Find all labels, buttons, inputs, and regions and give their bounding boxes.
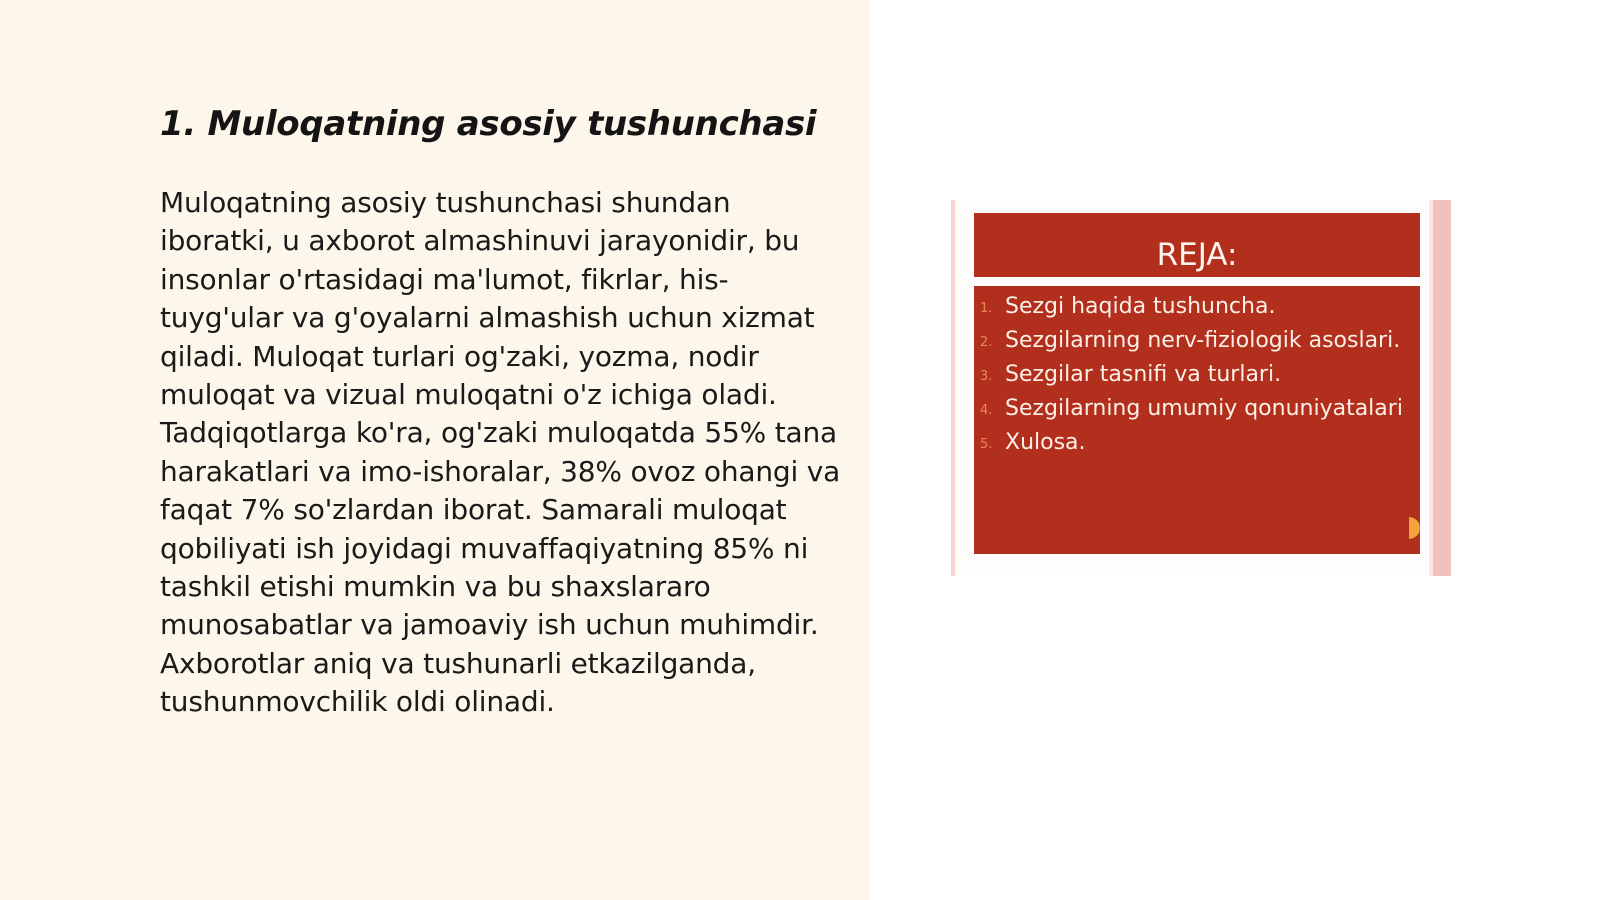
list-item-number: 2. <box>980 335 993 350</box>
reja-image <box>951 200 1451 576</box>
reja-header: REJA: <box>974 213 1420 277</box>
list-item <box>974 394 1420 423</box>
list-item-text: Sezgilarning nerv-fiziologik asoslari. <box>1005 328 1401 353</box>
list-item-text: Sezgi haqida tushuncha. <box>1005 294 1276 319</box>
list-item-number: 5. <box>980 437 993 452</box>
reja-list-box <box>974 286 1420 554</box>
reja-list <box>974 292 1420 462</box>
list-item-text: Xulosa. <box>1005 430 1086 455</box>
list-item-number: 1. <box>980 301 993 316</box>
list-item-text: Sezgilar tasnifi va turlari. <box>1005 362 1282 387</box>
slide-title: 1. Muloqatning asosiy tushunchasi <box>160 104 817 144</box>
slide-body-text: Muloqatning asosiy tushunchasi shundan iboratki, u axborot almashinuvi jarayonidir, bu insonlar o'rtasidagi ma'lumot, fikrlar, his-tuyg'ular va g'oyalarni almashish uchun xizmat qiladi. Muloqat turlari og'zaki, yozma, nodir muloqat va vizual muloqatni o'z ichiga oladi. Tadqiqotlarga ko'ra, og'zaki muloqatda 55% tana harakatlari va imo-ishoralar, 38% ovoz ohangi va faqat 7% so'zlardan iborat. Samarali muloqat qobiliyati ish joyidagi muvaffaqiyatning 85% ni tashkil etishi mumkin va bu shaxslararo munosabatlar va jamoaviy ish uchun muhimdir. Axborotlar aniq va tushunarli etkazilganda, tushunmovchilik oldi olinadi. <box>160 186 841 719</box>
list-item <box>974 360 1420 389</box>
list-item <box>974 292 1420 321</box>
list-item <box>974 428 1420 457</box>
list-item-number: 3. <box>980 369 993 384</box>
frame-left-bar <box>951 200 955 576</box>
frame-right-bar <box>1433 200 1451 576</box>
list-item <box>974 326 1420 355</box>
list-item-number: 4. <box>980 403 993 418</box>
list-item-text: Sezgilarning umumiy qonuniyatalari <box>1005 396 1403 421</box>
